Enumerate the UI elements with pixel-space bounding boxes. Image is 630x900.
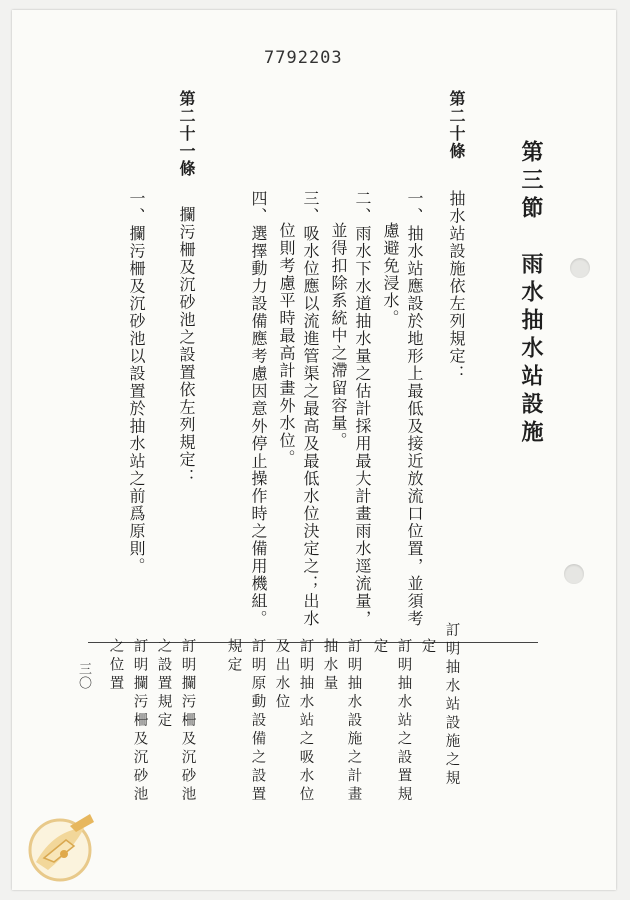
page-number: 三〇 [76, 662, 91, 690]
article-20-item-1-line-2: 慮避免浸水。 [381, 222, 400, 327]
article-20-heading: 第二十條 [447, 90, 466, 160]
article-20-item-4-line-1: 四、選擇動力設備應考慮因意外停止操作時之備用機組。 [249, 190, 268, 628]
article-21-item-1-line-1: 一、攔污柵及沉砂池以設置於抽水站之前爲原則。 [127, 190, 146, 575]
note-7-line-1: 訂明攔污柵及沉砂池 [131, 638, 148, 805]
note-4-line-1: 訂明抽水站之吸水位 [297, 638, 314, 805]
article-20-item-3-line-2: 位則考慮平時最高計畫外水位。 [277, 222, 296, 467]
note-3-line-2: 抽水量 [321, 638, 338, 694]
article-20-item-1-line-1: 一、抽水站應設於地形上最低及接近放流口位置，並須考 [405, 190, 424, 628]
section-title: 第三節 雨水抽水站設施 [518, 140, 544, 448]
article-20-item-3-line-1: 三、吸水位應以流進管渠之最高及最低水位決定之；出水 [301, 190, 320, 628]
article-21-intro: 攔污柵及沉砂池之設置依左列規定： [177, 206, 196, 486]
note-7-line-2: 之位置 [107, 638, 124, 694]
note-3-line-1: 訂明抽水設施之計畫 [345, 638, 362, 805]
note-2-line-1: 訂明抽水站之設置規 [395, 638, 412, 805]
article-20-item-2-line-2: 並得扣除系統中之滯留容量。 [329, 222, 348, 450]
article-20-item-2-line-1: 二、雨水下水道抽水量之估計採用最大計畫雨水逕流量， [353, 190, 372, 628]
note-1-line-2: 定 [419, 638, 436, 657]
document-number: 7792203 [264, 48, 343, 68]
note-2-line-2: 定 [371, 638, 388, 657]
archive-logo-icon [14, 800, 114, 890]
note-6-line-2: 之設置規定 [155, 638, 172, 731]
binding-hole-top [570, 258, 590, 278]
note-1-line-1: 訂明抽水站設施之規 [443, 622, 460, 789]
document-page [12, 10, 616, 890]
note-5-line-2: 規定 [225, 638, 242, 675]
article-20-intro: 抽水站設施依左列規定： [447, 190, 466, 383]
article-21-heading: 第二十一條 [177, 90, 196, 178]
note-6-line-1: 訂明攔污柵及沉砂池 [179, 638, 196, 805]
binding-hole-bottom [564, 564, 584, 584]
note-4-line-2: 及出水位 [273, 638, 290, 712]
note-5-line-1: 訂明原動設備之設置 [249, 638, 266, 805]
